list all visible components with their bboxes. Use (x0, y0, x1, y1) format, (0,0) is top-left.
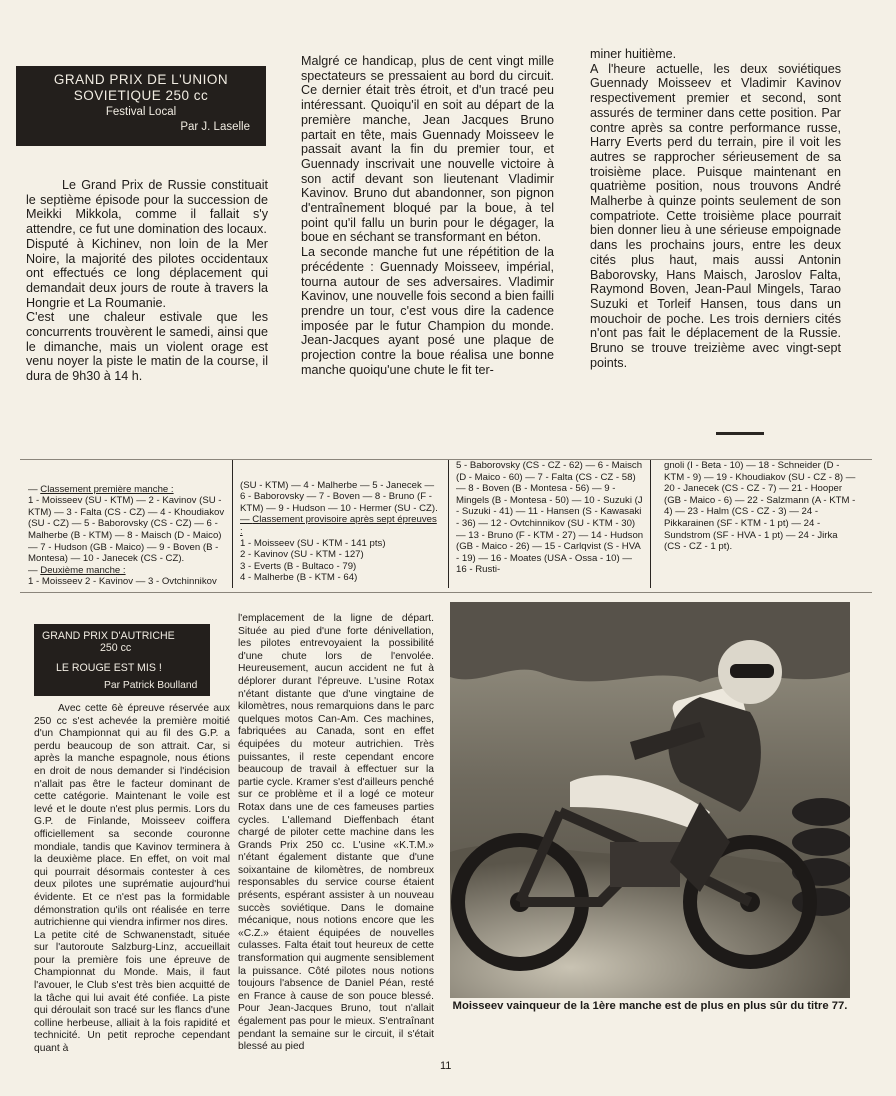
article2-column-2: l'emplacement de la ligne de départ. Située au pied d'une forte dénivellation, les pilotes entrevoyaient la possibilité d'une chute lors de l'envolée. Heureusement, aucun accident ne fut à déplorer durant l'épreuve. L'usine Rotax n'étant distante que d'une vingtaine de kilomètres, nous remarquions dans le parc quelques motos Can-Am. Ces machines, fabriquées au Canada, sont en effet équipées du moteur autrichien. Très puissantes, il reste cependant encore beaucoup de travail à effectuer sur la partie cycle. Kramer s'est d'ailleurs penché sur ce problème et il a logé ce moteur Rotax dans une de ces fameuses parties cycles. L'allemand Dieffenbach étant chargé de piloter cette machine dans les Grands Prix 250 cc. L'usine «K.T.M.» n'étant également distante que d'une soixantaine de kilomètres, de nombreux responsables du service course étaient présents, espérant assister à un nouveau succès soviétique. Dans le domaine mécanique, nous notions encore que les «C.Z.» étaient équipées de nouvelles culasses. Falta était tout heureux de cette transformation qui augmente sensiblement la puissance. Côté pilotes nous notions toujours l'absence de Daniel Péan, resté en France à cause de son pouce blessé. Pour Jean-Jacques Bruno, tout n'allait également pas pour le mieux. S'entraînant pendant la semaine sur le circuit, il s'était blessé au pied (238, 613, 434, 1053)
article1-title-line2: SOVIETIQUE 250 cc (73, 88, 209, 103)
article1-column-2: Malgré ce handicap, plus de cent vingt mille spectateurs se pressaient au bord du circuit. Ce dernier était très étroit, et d'un tracé peu intéressant. Quoiqu'il en soit au départ de la première manche, Jean Jacques Bruno partait en tête, mais Guennady Moisseev le passait avant la fin du premier tour, et Guennady inscrivait une nouvelle victoire à son actif devant son lieutenant Vladimir Kavinov. Bruno dut abandonner, son pignon d'entraînement bloqué par la boue, à tel point qu'il fallu un burin pour le dégager, la boue en séchant se transformant en béton. La seconde manche fut une répétition de la précédente : Guennady Moisseev, impérial, tourna autour de ses adversaires. Vladimir Kavinov, une nouvelle fois second a bien failli prendre un tour, c'est vous dire la cadence imposée par le futur Champion du monde. Jean-Jacques ayant posé une plaque de projection contre la boue réalisa une bonne manche quoiqu'une chute le fit ter- (301, 54, 554, 377)
results-provisional-line-3: 3 - Everts (B - Bultaco - 79) (240, 560, 357, 572)
results-manche1-heading: Classement première manche : (40, 483, 174, 495)
results-column-1: — Classement première manche : 1 - Moisseev (SU - KTM) — 2 - Kavinov (SU - KTM) — 3 - Falta (CS - CZ) — 4 - Khoudiakov (SU - CZ) — 5 - Baborovsky (CS - CZ) — 6 - Malherbe (B - KTM) — 8 - Maisch (D - Maico) — 7 - Hudson (GB - Maico) — 9 - Boven (B - Montesa) — 10 - Janecek (CS - CZ). — Deuxième manche : 1 - Moisseev 2 - Kavinov — 3 - Ovtchinnikov (28, 483, 225, 588)
motocross-rider-illustration (450, 602, 850, 998)
results-divider-2 (448, 460, 449, 588)
motocross-photo (450, 602, 850, 998)
photo-caption: Moisseev vainqueur de la 1ère manche est de plus en plus sûr du titre 77. (452, 1000, 848, 1012)
article2-header (34, 624, 210, 696)
results-provisional-line-1: 1 - Moisseev (SU - KTM - 141 pts) (240, 537, 386, 549)
article1-subtitle: Festival Local (105, 106, 177, 118)
article1-column-3: miner huitième. A l'heure actuelle, les deux soviétiques Guennady Moisseev et Vladimir Kavinov respectivement premier et second, sont assurés de terminer dans cette position. Par contre après sa contre performance russe, Harry Everts perd du terrain, pire il voit les autres se rapprocher sérieusement de sa troisième place. Puisque maintenant en quatrième position, nous trouvons André Malherbe à quinze points seulement de son compatriote. Cette troisième place pourrait bien donner lieu à une sérieuse empoignade dans les prochains jours, entre les deux cités plus haut, mais aussi Antonin Baborovsky, Hans Maisch, Jaroslov Falta, Raymond Boven, Jean-Paul Mingels, Tarao Suzuki et Torleif Hansen, tous dans un mouchoir de poche. Les trois derniers cités n'ont pas fait le déplacement de la Russie. Bruno se trouve treizième avec vingt-sept points. (590, 47, 841, 370)
article2-subtitle: LE ROUGE EST MIS ! (56, 662, 162, 674)
results-manche1-text: 1 - Moisseev (SU - KTM) — 2 - Kavinov (SU - KTM) — 3 - Falta (CS - CZ) — 4 - Khoudiakov (SU - CZ) — 5 - Baborovsky (CS - CZ) — 6 - Malherbe (B - KTM) — 8 - Maisch (D - Maico) — 7 - Hudson (GB - Maico) — 9 - Boven (B - Montesa) — 10 - Janecek (CS - CZ). (28, 495, 225, 565)
results-column-4: gnoli (I - Beta - 10) — 18 - Schneider (D - KTM - 9) — 19 - Khoudiakov (SU - CZ - 8) — 20 - Janecek (CS - CZ - 7) — 21 - Hooper (GB - Maico - 6) — 22 - Salzmann (A - KTM - 4) — 23 - Halm (CS - CZ - 3) — 24 - Pikkarainen (SF - KTM - 1 pt) — 24 - Sundstrom (SF - HVA - 1 pt) — 24 - Jirka (CS - CZ - 1 pt). (664, 460, 856, 553)
results-manche2-continued: (SU - KTM) — 4 - Malherbe — 5 - Janecek — 6 - Baborovsky — 7 - Boven — 8 - Bruno (F - KTM) — 9 - Hudson — 10 - Hermer (SU - CZ). (240, 479, 438, 514)
article2-title-line1: GRAND PRIX D'AUTRICHE (42, 630, 175, 642)
results-provisional-heading: — Classement provisoire après sept épreuves : (240, 514, 437, 537)
results-column-2 (240, 468, 440, 584)
article-end-rule (716, 432, 764, 435)
article1-column-1: Le Grand Prix de Russie constituait le septième épisode pour la succession de Meikki Mikkola, comme il fallait s'y attendre, ce fut une domination des locaux. Disputé à Kichinev, non loin de la Mer Noire, la majorité des pilotes occidentaux ont effectués ce long déplacement qui demandait deux jours de route à travers la Hongrie et La Roumanie. C'est une chaleur estivale que les concurrents trouvèrent le samedi, ainsi que le dimanche, mais un violent orage est venu noyer la piste le matin de la course, il dura de 9h30 à 14 h. (26, 178, 268, 384)
results-divider-3 (650, 460, 651, 588)
results-provisional-line-4: 4 - Malherbe (B - KTM - 64) (240, 572, 358, 584)
article1-header (16, 66, 266, 146)
results-bottom-rule (20, 592, 872, 593)
results-column-3: 5 - Baborovsky (CS - CZ - 62) — 6 - Maisch (D - Maico - 60) — 7 - Falta (CS - CZ - 58) — 8 - Boven (B - Montesa - 56) — 9 - Mingels (B - Montesa - 50) — 10 - Suzuki (J - Suzuki - 41) — 11 - Hansen (S - Kawasaki - 36) — 12 - Ovtchinnikov (SU - KTM - 30) — 13 - Bruno (F - KTM - 27) — 14 - Hudson (GB - Maico - 26) — 15 - Carlqvist (S - HVA - 19) — 16 - Moates (USA - Ossa - 10) — 16 - Rusti- (456, 460, 644, 576)
article1-title-line1: GRAND PRIX DE L'UNION (53, 72, 229, 87)
article2-column-1: Avec cette 6è épreuve réservée aux 250 cc s'est achevée la première moitié d'un Championnat qui au fil des G.P. a perdu beaucoup de son attrait. Car, si après la manche espagnole, nous étions en droit de nous demander si l'indécision n'allait pas être le facteur dominant de cette catégorie. Maintenant le voile est levé et le doute n'est plus permis. Lors du G.P. de Finlande, Moisseev coiffera officiellement sa seconde couronne mondiale, tandis que Kavinov terminera à la deuxième place. En effet, on voit mal qui pourrait désormais contester à ces deux pilotes une suprématie aujourd'hui évidente. Et ce n'est pas la formidable démonstration qu'ils ont réalisée en terre autrichienne qui viendra infirmer nos dires. La petite cité de Schwanenstadt, située sur l'autoroute Salzburg-Linz, accueillait pour la première fois une épreuve de Championnat du Monde. Mais, il faut l'avouer, le Club s'est très bien acquitté de la tâche qui lui avait été confiée. La piste qui déroulait son tracé sur les flancs d'une colline herbeuse, alliait à la fois rapidité et technicité. Un petit reproche cependant quant à (34, 703, 230, 1055)
results-manche2-text: 1 - Moisseev 2 - Kavinov — 3 - Ovtchinnikov (28, 576, 217, 588)
article2-title-line2: 250 cc (100, 642, 132, 654)
page-number: 11 (440, 1060, 452, 1072)
results-divider-1 (232, 460, 233, 588)
results-manche2-heading: Deuxième manche : (40, 564, 126, 576)
article2-byline: Par Patrick Boulland (104, 680, 198, 691)
results-provisional-line-2: 2 - Kavinov (SU - KTM - 127) (240, 549, 364, 561)
article1-byline: Par J. Laselle (180, 121, 250, 133)
